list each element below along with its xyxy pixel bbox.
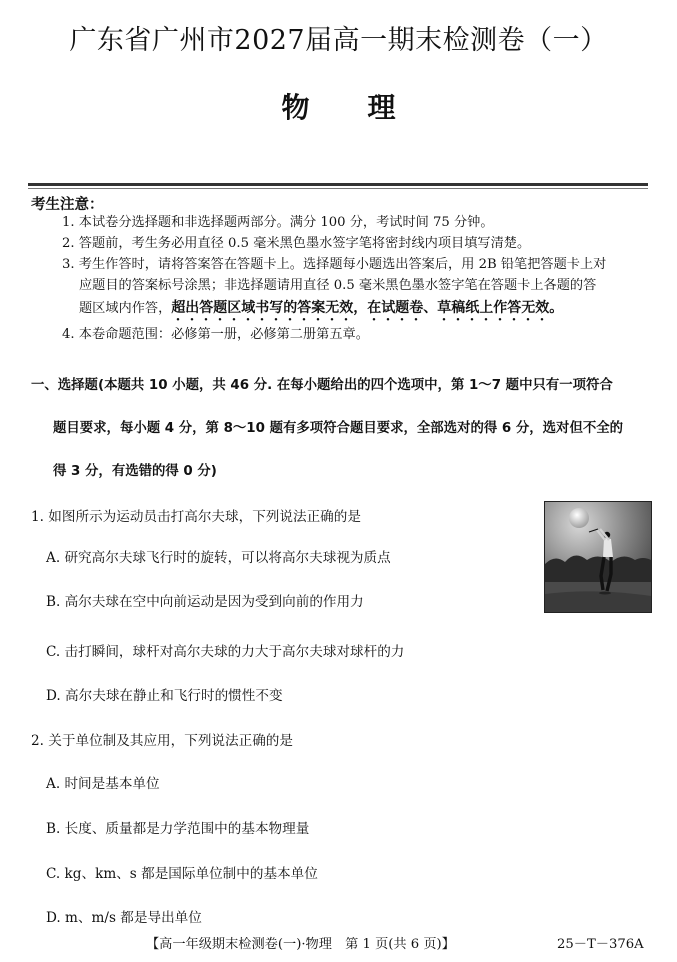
question-2-option-b: B. 长度、质量都是力学范围中的基本物理量 (46, 821, 310, 837)
header-divider-thick (28, 183, 648, 186)
notice-item-3-line-1: 3. 考生作答时，请将答案答在答题卡上。选择题每小题选出答案后，用 2B 铅笔把答题卡上对 (62, 257, 607, 272)
notice-item-2: 2. 答题前，考生务必用直径 0.5 毫米黑色墨水签字笔将密封线内项目填写清楚。 (62, 236, 531, 251)
section1-line-3: 得 3 分，有选错的得 0 分) (53, 464, 217, 479)
question-1-option-d: D. 高尔夫球在静止和飞行时的惯性不变 (46, 688, 283, 704)
question-1-stem: 1. 如图所示为运动员击打高尔夫球，下列说法正确的是 (31, 509, 361, 525)
golfer-photo (544, 501, 652, 613)
exam-title: 广东省广州市2027届高一期末检测卷（一） (69, 25, 608, 56)
header-divider-thin (28, 188, 648, 189)
notice-item-4: 4. 本卷命题范围：必修第一册，必修第二册第五章。 (62, 327, 369, 342)
footer-paper-code: 25－T－376A (557, 937, 644, 952)
section1-line-1: 一、选择题(本题共 10 小题，共 46 分. 在每小题给出的四个选项中，第 1～7 题中只有一项符合 (31, 378, 613, 393)
notice-item-3-text: 题区域内作答， (79, 301, 172, 316)
subject-title: 物理 (281, 91, 454, 124)
question-2-option-d: D. m、m/s 都是导出单位 (46, 910, 202, 926)
notice-item-3-line-3 (79, 300, 563, 324)
question-2-stem: 2. 关于单位制及其应用，下列说法正确的是 (31, 733, 293, 749)
question-2-option-c: C. kg、km、s 都是国际单位制中的基本单位 (46, 866, 318, 882)
question-1-option-b: B. 高尔夫球在空中向前运动是因为受到向前的作用力 (46, 594, 364, 610)
notice-emphasis: 超出答题区域书写的答案无效，在试题卷、草稿纸上作答无效。 (171, 300, 564, 316)
question-1-option-c: C. 击打瞬间，球杆对高尔夫球的力大于高尔夫球对球杆的力 (46, 644, 405, 660)
notice-heading: 考生注意： (31, 197, 104, 213)
notice-item-3-line-2: 应题目的答案标号涂黑；非选择题请用直径 0.5 毫米黑色墨水签字笔在答题卡上各题的答 (79, 278, 597, 293)
question-1-option-a: A. 研究高尔夫球飞行时的旋转，可以将高尔夫球视为质点 (46, 550, 391, 566)
question-2-option-a: A. 时间是基本单位 (46, 776, 160, 792)
section1-line-2: 题目要求，每小题 4 分，第 8～10 题有多项符合题目要求，全部选对的得 6 分，选对但不全的 (53, 421, 624, 436)
notice-item-1: 1. 本试卷分选择题和非选择题两部分。满分 100 分，考试时间 75 分钟。 (62, 215, 494, 230)
footer-page-info: 【高一年级期末检测卷(一)·物理 第 1 页(共 6 页)】 (146, 937, 455, 952)
